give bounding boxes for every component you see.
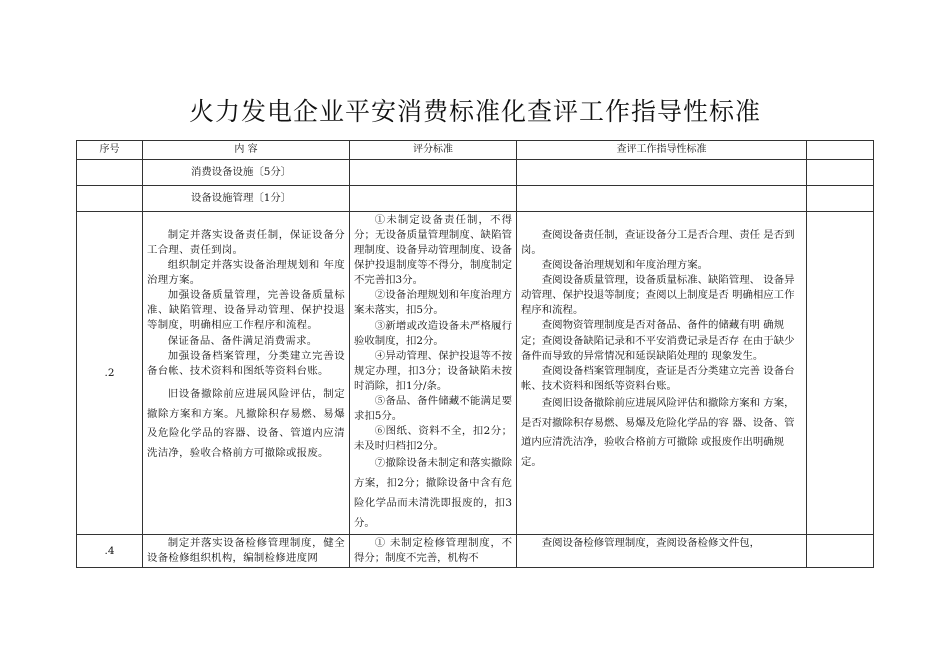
guide-para: 查阅设备档案管理制度，查证是否分类建立完善 设备台帐、技术资料和图纸等资料台账。 [521,364,795,392]
section-row-2 [77,186,874,212]
content-para: 加强设备质量管理，完善设备质量标准、缺陷管理、设备异动管理、保护投退等制度，明确相应工作程序和流程。 [147,289,345,332]
empty-cell [517,186,807,212]
empty-cell [77,186,143,212]
empty-cell [350,160,517,186]
empty-cell [807,160,874,186]
section-row-1 [77,160,874,186]
row-guide [517,535,807,568]
row-scoring [350,212,517,535]
table-row [77,212,874,535]
guide-para: 查阅旧设备撤除前应进展风险评估和撤除方案和 方案，是否对撤除积存易燃、易爆及危险化学品的容 器、设备、管道内应清洗洁净，验收合格前方可撤除 或报废作出明确规定。 [521,396,795,469]
content-para: 旧设备撤除前应进展风险评估，制定撤除方案和方案。凡撤除积存易燃、易爆及危险化学品的容器、设备、管道内应清洗洁净，验收合格前方可撤除或报废。 [147,387,345,460]
document-title: 火力发电企业平安消费标准化查评工作指导性标准 [188,97,761,126]
scoring-item: ⑦撤除设备未制定和落实撤除方案，扣2分；撤除设备中含有危险化学品而未清洗即报废的，扣3分。 [354,457,512,529]
empty-cell [77,160,143,186]
header-extra [807,141,874,160]
header-row [77,141,874,160]
guide-para: 查阅物资管理制度是否对备品、备件的储藏有明 确规定；查阅设备缺陷记录和不平安消费记录是否存 在由于缺少备件而导致的异常情况和延误缺陷处理的 现象发生。 [521,319,795,362]
header-content: 内 容 [143,141,350,160]
empty-cell [807,535,874,568]
scoring-item: ①未制定设备责任制，不得分；无设备质量管理制度、缺陷管理制度、设备异动管理制度、设备保护投退制度等不得分，制度制定不完善扣3分。 [354,214,512,287]
section-title-1: 消费设备设施〔5分〕 [143,160,350,186]
row-content [143,212,350,535]
row-scoring [350,535,517,568]
guide-para: 查阅设备质量管理，设备质量标准、缺陷管理、 设备异动管理、保护投退等制度；查阅以上制度是否 明确相应工作程序和流程。 [521,274,795,317]
evaluation-table [76,140,874,568]
scoring-item: ⑤备品、备件储藏不能满足要求扣5分。 [354,394,512,423]
content-para: 保证备品、备件满足消费需求。 [167,334,318,347]
header-scoring: 评分标准 [350,141,517,160]
guide-para: 查阅设备责任制，查证设备分工是否合理、责任 是否到岗。 [521,229,795,257]
scoring-item: ④异动管理、保护投退等不按规定办理，扣3分；设备缺陷未按时消除，扣1分/条。 [354,349,512,392]
section-title-2: 设备设施管理〔1分〕 [143,186,350,212]
scoring-item: ③新增或改造设备未严格履行验收制度，扣2分。 [354,319,512,347]
row-seq: .4 [77,535,143,568]
scoring-item: ① 未制定检修管理制度，不得分；制度不完善，机构不 [354,537,512,565]
row-seq: .2 [77,212,143,535]
header-guide: 查评工作指导性标准 [517,141,807,160]
content-para: 制定并落实设备责任制，保证设备分工合理、责任到岗。 [147,229,345,257]
empty-cell [350,186,517,212]
scoring-item: ⑥图纸、资料不全，扣2分；未及时归档扣2分。 [354,425,512,453]
row-content [143,535,350,568]
empty-cell [807,186,874,212]
content-para: 组织制定并落实设备治理规划和 年度治理方案。 [147,259,345,287]
guide-para: 查阅设备检修管理制度，查阅设备检修文件包， [541,537,760,550]
header-seq: 序号 [77,141,143,160]
empty-cell [807,212,874,535]
row-guide [517,212,807,535]
table-row [77,535,874,568]
scoring-item: ②设备治理规划和年度治理方案未落实，扣5分。 [354,289,512,317]
content-para: 加强设备档案管理，分类建立完善设备台帐、技术资料和图纸等资料台账。 [147,349,345,377]
guide-para: 查阅设备治理规划和年度治理方案。 [541,259,709,272]
empty-cell [517,160,807,186]
content-para: 制定并落实设备检修管理制度，健全设备检修组织机构，编制检修进度网 [147,537,345,565]
